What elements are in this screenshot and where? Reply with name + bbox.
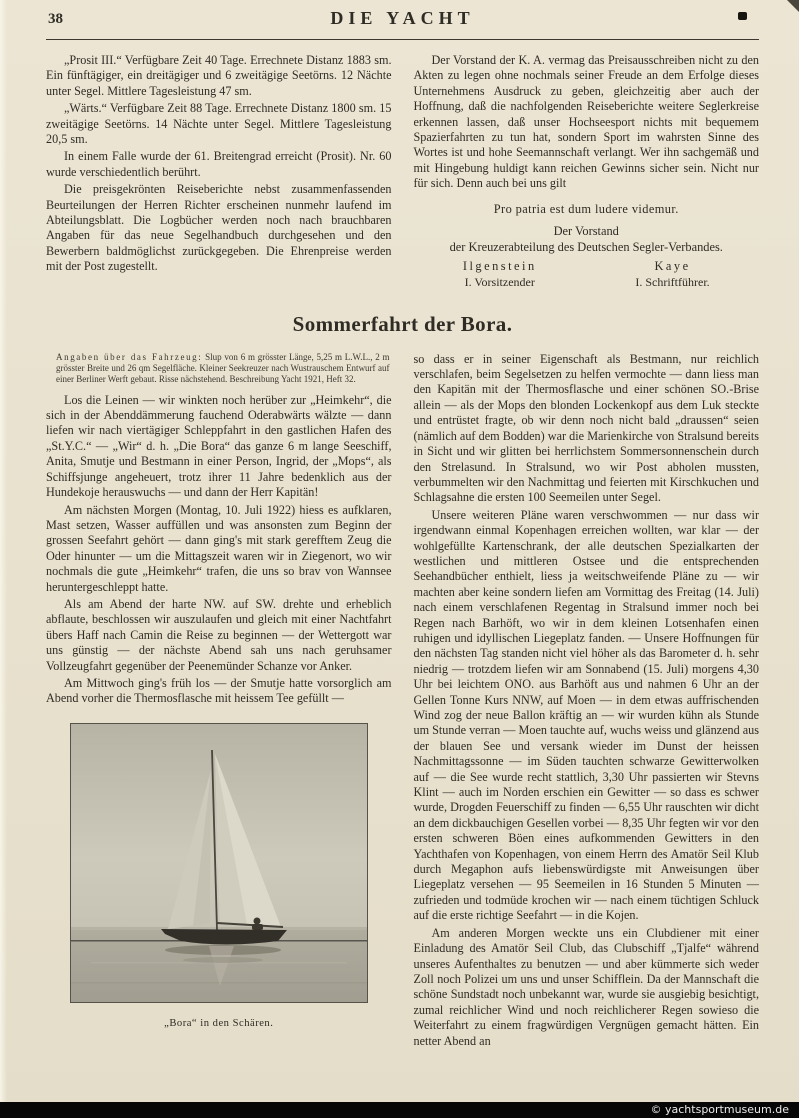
signatory-role: I. Vorsitzender — [464, 274, 535, 289]
latin-motto: Pro patria est dum ludere videmur. — [493, 201, 679, 216]
paragraph-vorstand: Der Vorstand der K. A. vermag das Preisausschreiben nicht zu den Akten zu legen ohne nochmals seiner Freude an dem Erfolge dieses Unternehmens Ausdruck zu geben, gleichzeitig aber auch der Hoffnung, daß die nachfolgenden Reiseberichte weitere Seglerkreise erkennen lassen, daß unser Hochseesport nichts mit bequemem Spazierfahrten zu tun hat, sondern Sport im wahrsten Sinne des Wortes ist und hohe Seemannschaft verlangt. Wer ihn sachgemäß und mit Hingebung huldigt kann reichen Gewinns sicher sein. Nicht nur für sich. Denn auch bei uns gilt — [413, 53, 759, 191]
signatory — [635, 258, 709, 290]
article-title: Sommerfahrt der Bora. — [292, 311, 513, 336]
magazine-title: DIE YACHT — [330, 8, 475, 28]
vessel-note-text: Slup von 6 m grösster Länge, 5,25 m L.W.L., 2 m grösster Breite und 26 qm Segelfläche. Kleiner Seekreuzer nach Wustrauschem Entwurf auf einer Berliner Werft gebaut. Risse nächstehend. Beschreibung Yacht 1921, Heft 32. — [56, 351, 390, 384]
left-column — [46, 53, 392, 290]
ink-spot-artifact — [738, 12, 747, 20]
signatory-role: I. Schriftführer. — [635, 274, 710, 289]
paragraph-abend-nw: Als am Abend der harte NW. auf SW. drehte und erheblich abflaute, beschlossen wir auszulaufen und gleich mit einer Nachtfahrt übers Haff nach Camin die Reise zu beginnen — der Wettergott war uns günstig — der nächste Abend sah uns nach geruhsamer Vollzeugfahrt gegenüber der Peenemünder Schanze vor Anker. — [46, 596, 392, 673]
left-column — [46, 352, 392, 1049]
signatory-name: Kaye — [654, 258, 691, 273]
paragraph-waerts: „Wärts.“ Verfügbare Zeit 88 Tage. Errechnete Distanz 1800 sm. 15 zweitägige Seetörns. 14 Nächte unter Segel. Mittlere Tagesleistung 20,5 sm. — [46, 101, 392, 147]
signature-line-1: Der Vorstand — [553, 223, 619, 238]
paragraph-naechster-morgen: Am nächsten Morgen (Montag, 10. Juli 1922) hiess es aufklaren, Mast setzen, Wasser auffüllen und was ansonsten zum Beginn der grossen Seefahrt gehört — dann ging's mit stark gerefftem Zeug die Oder hinunter — um die Mittagszeit waren wir in Ziegenort, wo wir nochmals die gute „Heimkehr“ trafen, die uns so brav von Wannsee heruntergeschleppt hatte. — [46, 502, 392, 594]
bora-article-section — [46, 352, 759, 1049]
watermark: © yachtsportmuseum.de — [650, 1103, 789, 1116]
scan-footer-bar — [0, 1102, 799, 1118]
bora-photo — [70, 723, 368, 1003]
right-column — [414, 53, 760, 290]
right-column — [414, 352, 760, 1049]
vessel-data-note — [56, 352, 390, 385]
signature-block — [414, 223, 760, 290]
paragraph-plaene: Unsere weiteren Pläne waren verschwommen — nur dass wir irgendwann einmal Kopenhagen erreichen wollten, war klar — der wohlgefüllte Kartenschrank, der alle deutschen Spezialkarten der westlichen und mittleren Ostsee und die entsprechenden Seehandbücher enthielt, liess ja weitschweifende Pläne zu — wir machten aber keine sondern liefen am Vormittag des Freitag (14. Juli) nach einem verschlafenen Regentag in Stralsund immer noch bei Regen nach Barhöft, wo wir in dem kleinen Lotsenhafen einen ruhigen und idyllischen Liegeplatz fanden. — Unsere Hoffnungen für den nächsten Tag standen nicht viel höher als das Barometer d. h. sehr niedrig — trotzdem liefen wir am Sonnabend (15. Juli) morgens 4,30 Uhr bei leichtem ONO. aus Barhöft aus und nahmen 6 Uhr an der Gellen Tonne Kurs NNW, auf Moen — in dem etwas auffrischenden Wind zog der neue Ballon kräftig an — wir wurden kühn als Stunde um Stunde verran — Moen tauchte auf, wuchs weiss und glänzend aus der blauen See und versank wieder im Dunst der heissen Nachmittagssonne — im Süden tauchten schwarze Gewitterwolken auf — die See wurde recht stattlich, 3,30 Uhr passierten wir Stevns Klint — auch im Norden erschien ein Gewitter — so dass es schwer wurde, Drogden Feuerschiff zu finden — 6,55 Uhr rauschten wir dicht an dem dickbauchigen Gesellen vorbei — 8,35 Uhr fegten wir vor den ersten schweren Böen eines aufkommenden Gewitters in den Yachthafen von Kopenhagen, von einem Herrn des Amatör Seil Klub durch Megaphon aufs liebenswürdigste mit Anweisungen über Liegeplatz versehen — 95 Seemeilen in 16 Stunden 5 Minuten — zufrieden und todmüde krochen wir — nach einem tüchtigen Schluck auf die erste richtige Seefahrt — in die Kojen. — [413, 507, 759, 923]
masthead — [46, 8, 759, 34]
photo-caption: „Bora“ in den Schären. — [164, 1017, 274, 1029]
scan-corner-artifact — [787, 0, 799, 12]
vessel-note-label: Angaben über das Fahrzeug: — [56, 351, 203, 362]
paragraph-breitengrad: In einem Falle wurde der 61. Breitengrad erreicht (Prosit). Nr. 60 wurde verschiedentlich berührt. — [46, 149, 392, 179]
paragraph-los-die-leinen: Los die Leinen — wir winkten noch herüber zur „Heimkehr“, die sich in der Abenddämmerung fauchend Oderabwärts wälzte — dann liefen wir nach viertägiger Schleppfahrt in den gastlichen Hafen des „St.Y.C.“ — „Wir“ d. h. „Die Bora“ das ganze 6 m lange Seeschiff, Anita, Smutje und Bestmann in einer Person, Ingrid, der „Mops“, als Schiffsjunge angeheuert, trotz ihrer 11 Jahre bedenklich aus der Hundekoje herauswuchs — und dann der Herr Kapitän! — [46, 392, 392, 500]
signatory — [463, 258, 537, 290]
prize-report-section — [46, 53, 759, 290]
header-rule — [46, 39, 759, 40]
signatory-name: Ilgenstein — [462, 258, 537, 273]
signature-line-2: der Kreuzerabteilung des Deutschen Segler-Verbandes. — [449, 239, 723, 254]
paragraph-mittwoch: Am Mittwoch ging's früh los — der Smutje hatte vorsorglich am Abend vorher die Thermosflasche mit heissem Tee gefüllt — — [46, 675, 392, 706]
signature-names — [414, 258, 760, 290]
page-number: 38 — [48, 11, 63, 27]
bora-figure — [70, 723, 368, 1029]
paragraph-clubdiener: Am anderen Morgen weckte uns ein Clubdiener mit einer Einladung des Amatör Seil Club, das Clubschiff „Tjalfe“ während unseres Aufenthaltes zu benutzen — und aber kümmerte sich weder Zoll noch Polizei um uns und unser Schifflein. Da der Mannschaft die schöne Sundstadt noch unbekannt war, wurde sie ausgiebig besichtigt, zumal reichlicher Wind und noch reichlicherer Regen sowieso die Weiterfahrt zu einem fragwürdigen Vergnügen gemacht hätten. Ein netter Abend an — [413, 925, 759, 1048]
paragraph-reiseberichte: Die preisgekrönten Reiseberichte nebst zusammenfassenden Beurteilungen der Herren Richter erscheinen nunmehr laufend im Abteilungsblatt. Die Logbücher werden noch nach brauchbaren Angaben für das neue Segelhandbuch durchgesehen und den Bewerbern baldmöglichst zurückgegeben. Die Ehrenpreise werden mit der Post zugestellt. — [46, 182, 392, 274]
paragraph-bestmann: so dass er in seiner Eigenschaft als Bestmann, nur reichlich verschlafen, beim Segelsetzen zu helfen vermochte — dann liess man den Kapitän mit der Thermosflasche und einer schönen SO.-Brise allein — als der Mops den blonden Lockenkopf aus dem Luk steckte und entrüstet fragte, ob wir denn noch nicht bald „draussen“ seien (nämlich auf dem Bodden) war die Marienkirche von Stralsund bereits in Sicht und wir glitten bei herrlichstem Sommersonnenschein durch den Strelasund. In Stralsund, wo wir Post abholen mussten, verbummelten wir den Nachmittag und feierten mit Kirschkuchen und Schlagsahne die ersten 100 Seemeilen unter Segel. — [413, 351, 759, 505]
paragraph-prosit: „Prosit III.“ Verfügbare Zeit 40 Tage. Errechnete Distanz 1883 sm. Ein fünftägiger, ein dreitägiger und 6 zweitägige Seetörns. 12 Nächte unter Segel. Mittlere Tagesleistung 47 sm. — [46, 53, 392, 98]
